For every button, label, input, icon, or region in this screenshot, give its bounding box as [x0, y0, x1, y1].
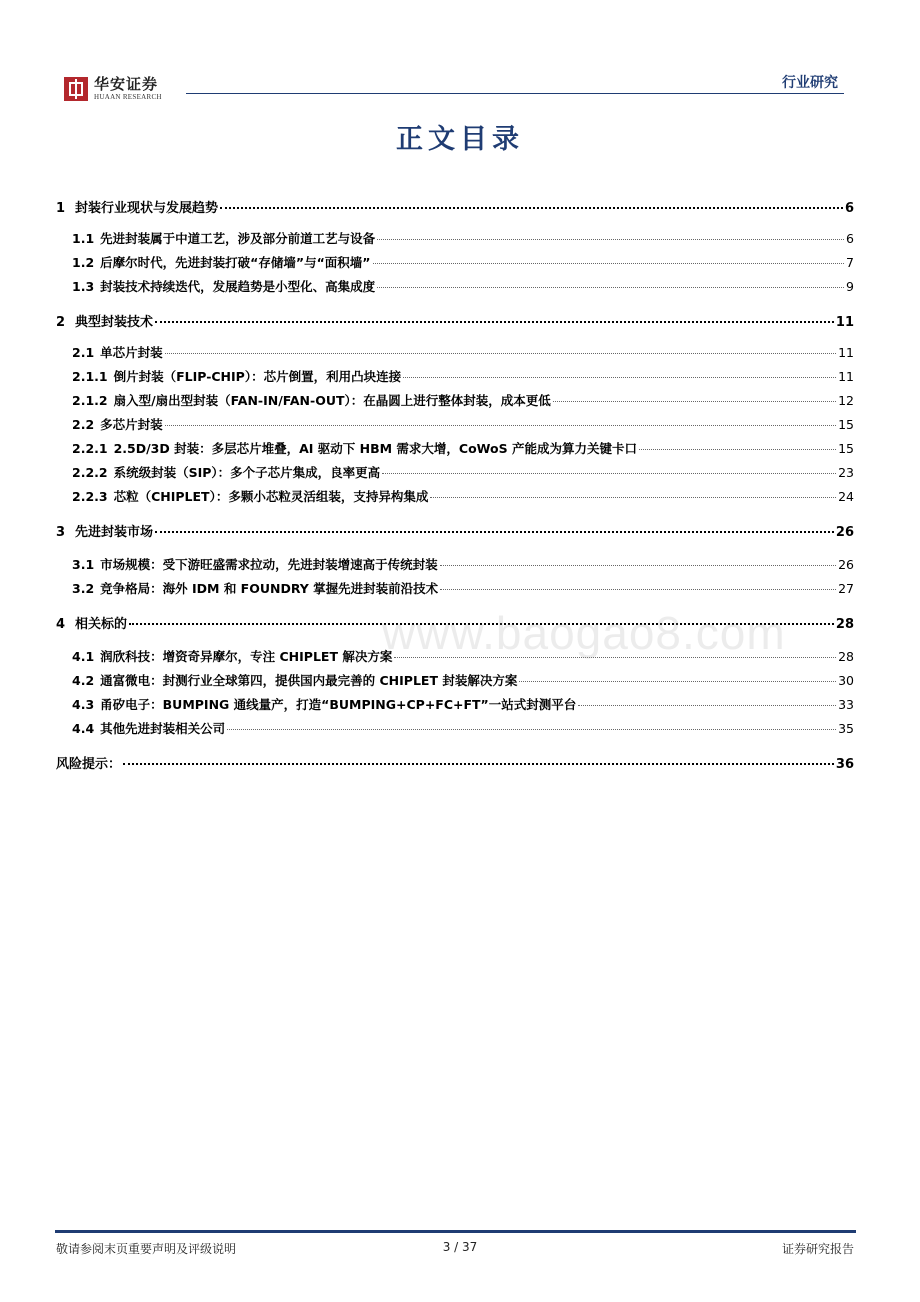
toc-leader-dots [220, 207, 843, 209]
toc-entry-page: 24 [838, 489, 854, 504]
toc-entry-page: 12 [838, 393, 854, 408]
toc-entry-page: 9 [846, 279, 854, 294]
toc-entry-title: 封装行业现状与发展趋势 [75, 201, 219, 216]
toc-entry-number: 1.2 [72, 255, 95, 270]
toc-entry-page: 6 [844, 201, 854, 216]
toc-entry-page: 33 [838, 697, 854, 712]
toc-leader-dots [373, 263, 845, 264]
toc-leader-dots [382, 473, 836, 474]
toc-leader-dots [155, 531, 834, 533]
toc-entry[interactable] [56, 521, 854, 541]
toc-entry[interactable] [72, 367, 854, 387]
toc-entry-page: 6 [846, 231, 854, 246]
toc-entry-number: 4.2 [72, 673, 95, 688]
toc-entry-title: 多芯片封装 [100, 417, 163, 432]
toc-entry[interactable] [56, 197, 854, 217]
toc-entry-page: 26 [835, 525, 854, 540]
toc-entry-title: 先进封装属于中道工艺，涉及部分前道工艺与设备 [100, 231, 376, 246]
toc-entry-page: 11 [835, 315, 854, 330]
toc-entry-title: 市场规模：受下游旺盛需求拉动，先进封装增速高于传统封装 [100, 557, 438, 572]
toc-entry-page: 36 [835, 757, 854, 772]
toc-leader-dots [155, 321, 834, 323]
toc-entry-number: 2.2.1 [72, 441, 108, 456]
toc-entry-number: 2.2.3 [72, 489, 108, 504]
toc-entry[interactable] [72, 229, 854, 249]
toc-leader-dots [377, 287, 844, 288]
toc-entry-number: 2.1.2 [72, 393, 108, 408]
toc-entry-title: 系统级封装（SIP）：多个子芯片集成，良率更高 [113, 465, 381, 480]
toc-entry[interactable] [72, 719, 854, 739]
page-number: 3 / 37 [442, 1240, 478, 1254]
page-title: 正文目录 [396, 124, 524, 155]
toc-entry-page: 11 [838, 369, 854, 384]
toc-entry-title: 相关标的 [75, 617, 128, 632]
toc-entry-number: 3 [56, 525, 66, 540]
toc-entry-title: 竞争格局：海外 IDM 和 FOUNDRY 掌握先进封装前沿技术 [100, 581, 439, 596]
toc-entry[interactable] [72, 671, 854, 691]
toc-entry-page: 11 [838, 345, 854, 360]
toc-entry-number: 2.1 [72, 345, 95, 360]
toc-entry-number: 4.3 [72, 697, 95, 712]
toc-entry-page: 35 [838, 721, 854, 736]
toc-entry-title: 扇入型/扇出型封装（FAN-IN/FAN-OUT）：在晶圆上进行整体封装，成本更低 [113, 393, 551, 408]
toc-entry[interactable] [72, 391, 854, 411]
toc-leader-dots [553, 401, 836, 402]
toc-entry-number: 1.1 [72, 231, 95, 246]
toc-entry-title: 润欣科技：增资奇异摩尔，专注 CHIPLET 解决方案 [100, 649, 393, 664]
toc-entry-page: 27 [838, 581, 854, 596]
toc-entry-number: 4 [56, 617, 66, 632]
toc-entry[interactable] [72, 253, 854, 273]
logo-name-cn: 华安证券 [94, 75, 159, 93]
toc-leader-dots [430, 497, 836, 498]
toc-entry-title: 芯粒（CHIPLET）：多颗小芯粒灵活组装，支持异构集成 [113, 489, 429, 504]
toc-entry-title: 后摩尔时代，先进封装打破“存储墙”与“面积墙” [100, 255, 371, 270]
toc-entry-page: 26 [838, 557, 854, 572]
header-divider [186, 93, 844, 94]
toc-entry[interactable] [72, 579, 854, 599]
toc-entry-title: 风险提示： [56, 757, 122, 772]
toc-leader-dots [440, 589, 836, 590]
toc-entry-page: 28 [838, 649, 854, 664]
company-logo [64, 76, 162, 102]
toc-entry-title: 倒片封装（FLIP-CHIP）：芯片倒置，利用凸块连接 [113, 369, 402, 384]
toc-leader-dots [165, 353, 836, 354]
footer-disclaimer: 敬请参阅末页重要声明及评级说明 [56, 1242, 237, 1256]
toc-leader-dots [440, 565, 836, 566]
toc-entry-page: 23 [838, 465, 854, 480]
toc-entry-title: 甬矽电子：BUMPING 通线量产，打造“BUMPING+CP+FC+FT”一站式封测平台 [100, 697, 577, 712]
toc-entry-title: 2.5D/3D 封装：多层芯片堆叠，AI 驱动下 HBM 需求大增，CoWoS 产能成为算力关键卡口 [113, 441, 637, 456]
report-category: 行业研究 [782, 75, 838, 91]
toc-entry-number: 4.4 [72, 721, 95, 736]
toc-entry-title: 单芯片封装 [100, 345, 163, 360]
watermark: www.baogao8.com [382, 607, 786, 659]
logo-name-en: HUAAN RESEARCH [94, 93, 162, 101]
toc-leader-dots [578, 705, 836, 706]
toc-entry-title: 通富微电：封测行业全球第四，提供国内最完善的 CHIPLET 封装解决方案 [100, 673, 518, 688]
toc-entry[interactable] [72, 463, 854, 483]
toc-entry[interactable] [72, 695, 854, 715]
toc-entry-title: 典型封装技术 [75, 315, 154, 330]
footer-report-type: 证券研究报告 [781, 1242, 854, 1256]
toc-entry-number: 2.2.2 [72, 465, 108, 480]
toc-leader-dots [403, 377, 836, 378]
toc-leader-dots [227, 729, 836, 730]
toc-entry-page: 15 [838, 441, 854, 456]
toc-entry-page: 15 [838, 417, 854, 432]
toc-entry-title: 先进封装市场 [75, 525, 154, 540]
toc-leader-dots [519, 681, 836, 682]
footer-divider [55, 1230, 856, 1233]
toc-entry[interactable] [72, 343, 854, 363]
toc-entry-number: 3.2 [72, 581, 95, 596]
toc-entry-page: 30 [838, 673, 854, 688]
toc-entry-number: 1.3 [72, 279, 95, 294]
toc-entry-page: 28 [835, 617, 854, 632]
toc-entry[interactable] [72, 277, 854, 297]
logo-mark-icon [64, 77, 88, 101]
toc-entry-number: 3.1 [72, 557, 95, 572]
toc-entry[interactable] [56, 311, 854, 331]
toc-entry[interactable] [72, 415, 854, 435]
toc-entry-number: 2.2 [72, 417, 95, 432]
toc-entry-number: 2.1.1 [72, 369, 108, 384]
toc-entry-number: 4.1 [72, 649, 95, 664]
toc-entry-risk[interactable] [56, 753, 854, 773]
toc-entry[interactable] [72, 439, 854, 459]
toc-entry-page: 7 [846, 255, 854, 270]
toc-entry-title: 其他先进封装相关公司 [100, 721, 226, 736]
toc-leader-dots [123, 763, 834, 765]
toc-leader-dots [639, 449, 836, 450]
toc-entry[interactable] [72, 555, 854, 575]
toc-entry-number: 2 [56, 315, 66, 330]
toc-entry[interactable] [72, 487, 854, 507]
toc-leader-dots [377, 239, 844, 240]
toc-leader-dots [165, 425, 836, 426]
toc-entry-number: 1 [56, 201, 66, 216]
toc-entry-title: 封装技术持续迭代，发展趋势是小型化、高集成度 [100, 279, 376, 294]
